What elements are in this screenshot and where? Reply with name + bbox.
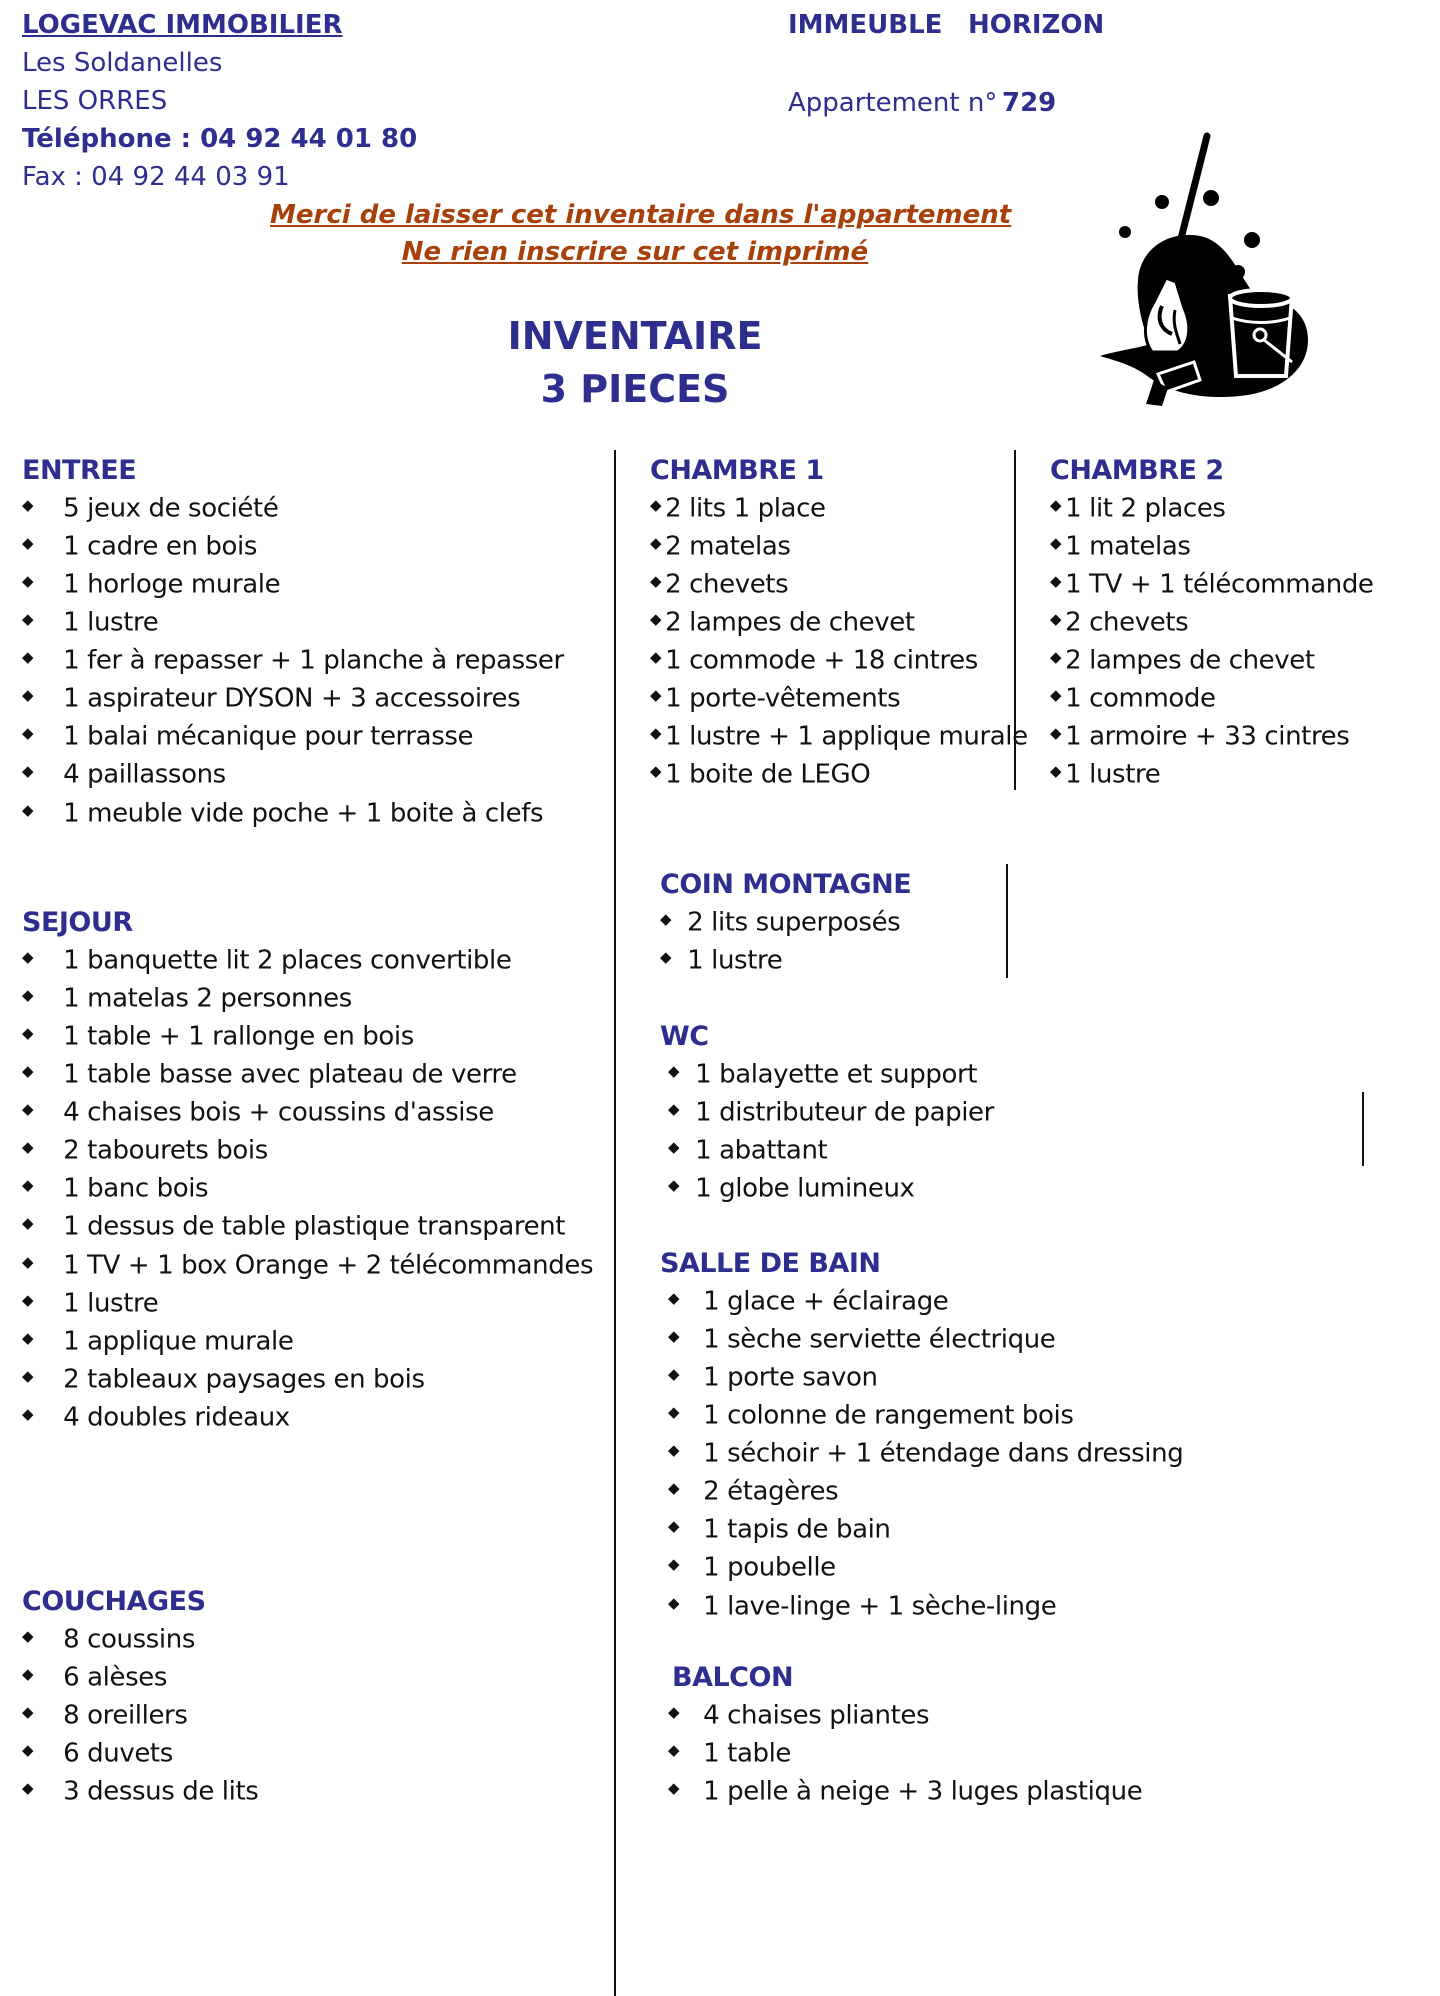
diamond-bullet-icon: ◆ [22,1252,34,1271]
list-item [668,1511,1183,1549]
list-item [668,1697,1142,1735]
diamond-bullet-icon: ◆ [650,534,662,553]
list-item [22,1285,593,1323]
diamond-bullet-icon: ◆ [650,496,662,514]
notice-leave-inventory: Merci de laisser cet inventaire dans l'appartement [270,200,1012,230]
diamond-bullet-icon: ◆ [668,1289,680,1307]
section-title-sejour: SEJOUR [22,907,133,938]
list-item-text: 1 poubelle [703,1552,836,1583]
diamond-bullet-icon: ◆ [650,724,662,743]
list-item-text: 1 distributeur de papier [695,1097,994,1128]
diamond-bullet-icon: ◆ [660,910,672,928]
list-item-text: 2 tableaux paysages en bois [63,1364,425,1395]
list-item [22,566,564,604]
list-item-text: 1 lave-linge + 1 sèche-linge [703,1590,1057,1621]
diamond-bullet-icon: ◆ [22,1665,34,1684]
diamond-bullet-icon: ◆ [22,1062,34,1081]
diamond-bullet-icon: ◆ [668,1517,680,1536]
list-item [22,1170,593,1208]
list-item [668,1397,1183,1435]
list-item [22,680,564,718]
list-item [668,1435,1183,1473]
diamond-bullet-icon: ◆ [22,1290,34,1309]
list-item-text: 1 armoire + 33 cintres [1065,721,1350,752]
diamond-bullet-icon: ◆ [1050,724,1062,743]
building-label: IMMEUBLE [788,10,943,40]
diamond-bullet-icon: ◆ [668,1703,680,1721]
list-balcon [668,1697,1142,1811]
list-item-text: 1 meuble vide poche + 1 boite à clefs [63,797,544,828]
diamond-bullet-icon: ◆ [22,800,34,819]
list-item-text: 1 pelle à neige + 3 luges plastique [703,1776,1143,1807]
list-item [22,795,564,833]
diamond-bullet-icon: ◆ [22,1100,34,1119]
diamond-bullet-icon: ◆ [668,1138,680,1157]
list-item-text: 1 balayette et support [695,1059,978,1090]
list-item-text: 1 banquette lit 2 places convertible [63,945,512,976]
apartment-number: 729 [1002,88,1057,118]
section-couchages [22,1583,258,1811]
section-chambre-1 [650,452,1028,795]
building-name: HORIZON [968,10,1105,40]
list-item [22,1056,593,1094]
section-title-coin-montagne: COIN MONTAGNE [660,869,912,900]
list-item-text: 6 alèses [63,1662,167,1693]
list-item-text: 1 dessus de table plastique transparent [63,1211,566,1242]
diamond-bullet-icon: ◆ [668,1479,680,1498]
diamond-bullet-icon: ◆ [1050,572,1062,591]
list-item [660,942,911,980]
list-item [650,756,1028,794]
list-wc [668,1056,994,1208]
section-wc [660,1018,994,1208]
section-title-wc: WC [660,1021,709,1052]
list-item [668,1588,1183,1626]
list-salle-de-bain [668,1283,1183,1626]
company-name: LOGEVAC IMMOBILIER [22,10,343,40]
diamond-bullet-icon: ◆ [22,1024,34,1043]
list-item-text: 1 banc bois [63,1173,209,1204]
list-item [22,1018,593,1056]
list-item [22,1323,593,1361]
diamond-bullet-icon: ◆ [22,1366,34,1385]
list-item [22,980,593,1018]
diamond-bullet-icon: ◆ [22,1214,34,1233]
list-item [1050,490,1374,528]
list-chambre-1 [650,490,1028,795]
list-item [650,490,1028,528]
list-item [668,1359,1183,1397]
list-item [668,1549,1183,1587]
list-item-text: 2 matelas [665,531,791,562]
diamond-bullet-icon: ◆ [650,686,662,705]
list-item-text: 4 chaises pliantes [703,1700,930,1731]
list-item-text: 4 doubles rideaux [63,1402,290,1433]
diamond-bullet-icon: ◆ [668,1741,680,1760]
list-item-text: 6 duvets [63,1738,173,1769]
list-item-text: 1 fer à repasser + 1 planche à repasser [63,645,564,676]
mop-bucket-cleaning-icon [1080,130,1310,410]
diamond-bullet-icon: ◆ [1050,534,1062,553]
diamond-bullet-icon: ◆ [1050,686,1062,705]
diamond-bullet-icon: ◆ [22,1779,34,1798]
list-item [22,1659,258,1697]
list-item [650,528,1028,566]
list-item-text: 1 balai mécanique pour terrasse [63,721,474,752]
diamond-bullet-icon: ◆ [22,572,34,591]
list-item [668,1321,1183,1359]
list-item-text: 1 commode [1065,683,1216,714]
list-item-text: 4 chaises bois + coussins d'assise [63,1097,494,1128]
list-item-text: 1 horloge murale [63,569,281,600]
list-item [22,490,564,528]
diamond-bullet-icon: ◆ [22,534,34,553]
list-item [668,1170,994,1208]
list-item [668,1773,1142,1811]
section-salle-de-bain [660,1245,1183,1626]
list-item [650,680,1028,718]
list-item-text: 1 glace + éclairage [703,1286,949,1317]
list-item-text: 2 tabourets bois [63,1135,268,1166]
diamond-bullet-icon: ◆ [668,1441,680,1460]
diamond-bullet-icon: ◆ [22,1176,34,1195]
list-item-text: 1 lustre [63,607,159,638]
section-sejour [22,904,593,1437]
diamond-bullet-icon: ◆ [22,1404,34,1423]
page-title: INVENTAIRE [507,314,763,358]
list-item-text: 1 boite de LEGO [665,759,871,790]
list-item-text: 1 lit 2 places [1065,493,1226,524]
list-item [1050,680,1374,718]
diamond-bullet-icon: ◆ [668,1555,680,1574]
list-item [22,1697,258,1735]
list-item-text: 1 matelas 2 personnes [63,983,352,1014]
list-item-text: 1 lustre [687,945,783,976]
list-item [22,1361,593,1399]
section-title-chambre-1: CHAMBRE 1 [650,455,824,486]
diamond-bullet-icon: ◆ [1050,496,1062,514]
diamond-bullet-icon: ◆ [668,1403,680,1422]
column-divider-main [614,450,616,1996]
diamond-bullet-icon: ◆ [1050,648,1062,667]
diamond-bullet-icon: ◆ [22,610,34,629]
diamond-bullet-icon: ◆ [668,1176,680,1195]
section-chambre-2 [1050,452,1374,795]
diamond-bullet-icon: ◆ [22,948,34,966]
list-item [668,1056,994,1094]
section-title-couchages: COUCHAGES [22,1586,206,1617]
list-item-text: 1 TV + 1 télécommande [1065,569,1374,600]
diamond-bullet-icon: ◆ [22,986,34,1005]
list-item [660,904,911,942]
list-item-text: 1 aspirateur DYSON + 3 accessoires [63,683,521,714]
list-item [22,604,564,642]
list-item [668,1473,1183,1511]
section-title-salle-de-bain: SALLE DE BAIN [660,1248,881,1279]
list-item [650,604,1028,642]
diamond-bullet-icon: ◆ [1050,762,1062,781]
diamond-bullet-icon: ◆ [22,1627,34,1645]
diamond-bullet-icon: ◆ [668,1779,680,1798]
diamond-bullet-icon: ◆ [668,1327,680,1346]
list-item-text: 1 colonne de rangement bois [703,1400,1074,1431]
list-item-text: 8 oreillers [63,1700,188,1731]
section-title-balcon: BALCON [672,1662,794,1693]
list-item [650,718,1028,756]
list-sejour [22,942,593,1437]
list-item-text: 3 dessus de lits [63,1776,259,1807]
list-item-text: 1 table basse avec plateau de verre [63,1059,517,1090]
diamond-bullet-icon: ◆ [650,572,662,591]
list-item-text: 2 lits superposés [687,907,901,938]
address-line-2: LES ORRES [22,86,168,116]
list-item-text: 1 table + 1 rallonge en bois [63,1021,414,1052]
list-item-text: 2 lampes de chevet [1065,645,1315,676]
list-entree [22,490,564,833]
diamond-bullet-icon: ◆ [668,1100,680,1119]
list-item-text: 1 matelas [1065,531,1191,562]
diamond-bullet-icon: ◆ [22,724,34,743]
list-item-text: 4 paillassons [63,759,226,790]
list-item [1050,642,1374,680]
list-item [22,1773,258,1811]
list-item [22,1094,593,1132]
list-item-text: 1 sèche serviette électrique [703,1324,1056,1355]
list-item-text: 1 lustre + 1 applique murale [665,721,1028,752]
list-item-text: 2 lampes de chevet [665,607,915,638]
list-item [1050,718,1374,756]
diamond-bullet-icon: ◆ [668,1365,680,1384]
diamond-bullet-icon: ◆ [22,1138,34,1157]
diamond-bullet-icon: ◆ [668,1593,680,1612]
diamond-bullet-icon: ◆ [22,1328,34,1347]
column-divider-wc [1362,1092,1364,1166]
list-item [22,756,564,794]
section-coin-montagne [660,866,911,980]
list-item-text: 1 lustre [63,1287,159,1318]
list-item-text: 2 lits 1 place [665,493,826,524]
diamond-bullet-icon: ◆ [1050,610,1062,629]
list-chambre-2 [1050,490,1374,795]
diamond-bullet-icon: ◆ [22,496,34,514]
list-item-text: 1 TV + 1 box Orange + 2 télécommandes [63,1249,594,1280]
list-item-text: 1 porte savon [703,1362,878,1393]
list-item-text: 8 coussins [63,1624,195,1655]
section-entree [22,452,564,833]
list-item-text: 1 applique murale [63,1325,294,1356]
list-item [1050,604,1374,642]
list-item [22,1132,593,1170]
diamond-bullet-icon: ◆ [22,686,34,705]
fax-number: Fax : 04 92 44 03 91 [22,162,290,192]
notice-do-not-write: Ne rien inscrire sur cet imprimé [401,237,869,267]
page-subtitle: 3 PIECES [540,367,730,411]
list-item-text: 1 table [703,1738,791,1769]
diamond-bullet-icon: ◆ [22,648,34,667]
list-item-text: 2 chevets [665,569,789,600]
list-item-text: 2 chevets [1065,607,1189,638]
list-item [1050,528,1374,566]
column-divider-coin-montagne [1006,864,1008,978]
diamond-bullet-icon: ◆ [22,1703,34,1722]
section-title-chambre-2: CHAMBRE 2 [1050,455,1224,486]
diamond-bullet-icon: ◆ [668,1062,680,1080]
list-item-text: 1 porte-vêtements [665,683,901,714]
list-item-text: 1 tapis de bain [703,1514,891,1545]
list-item [650,566,1028,604]
list-item-text: 1 lustre [1065,759,1161,790]
list-item-text: 1 commode + 18 cintres [665,645,978,676]
list-item [22,642,564,680]
list-item [668,1094,994,1132]
list-item [22,528,564,566]
list-item [668,1283,1183,1321]
list-item [22,942,593,980]
section-title-entree: ENTREE [22,455,137,486]
list-item [22,1208,593,1246]
address-line-1: Les Soldanelles [22,48,223,78]
diamond-bullet-icon: ◆ [650,648,662,667]
diamond-bullet-icon: ◆ [22,1741,34,1760]
list-item-text: 5 jeux de société [63,493,279,524]
diamond-bullet-icon: ◆ [650,762,662,781]
apartment-label: Appartement n° [788,88,998,118]
list-item-text: 2 étagères [703,1476,839,1507]
section-balcon [668,1659,1143,1811]
list-item [22,1399,593,1437]
list-item-text: 1 globe lumineux [695,1173,915,1204]
list-couchages [22,1621,258,1811]
diamond-bullet-icon: ◆ [660,948,672,967]
list-item [22,718,564,756]
list-item [1050,756,1374,794]
list-item [650,642,1028,680]
diamond-bullet-icon: ◆ [22,762,34,781]
list-item-text: 1 abattant [695,1135,828,1166]
list-item [22,1247,593,1285]
list-item-text: 1 séchoir + 1 étendage dans dressing [703,1438,1184,1469]
list-item [1050,566,1374,604]
phone-number: Téléphone : 04 92 44 01 80 [22,124,418,154]
diamond-bullet-icon: ◆ [650,610,662,629]
list-item [22,1735,258,1773]
list-item [668,1132,994,1170]
list-item [22,1621,258,1659]
list-item-text: 1 cadre en bois [63,531,257,562]
list-coin-montagne [660,904,911,980]
list-item [668,1735,1142,1773]
